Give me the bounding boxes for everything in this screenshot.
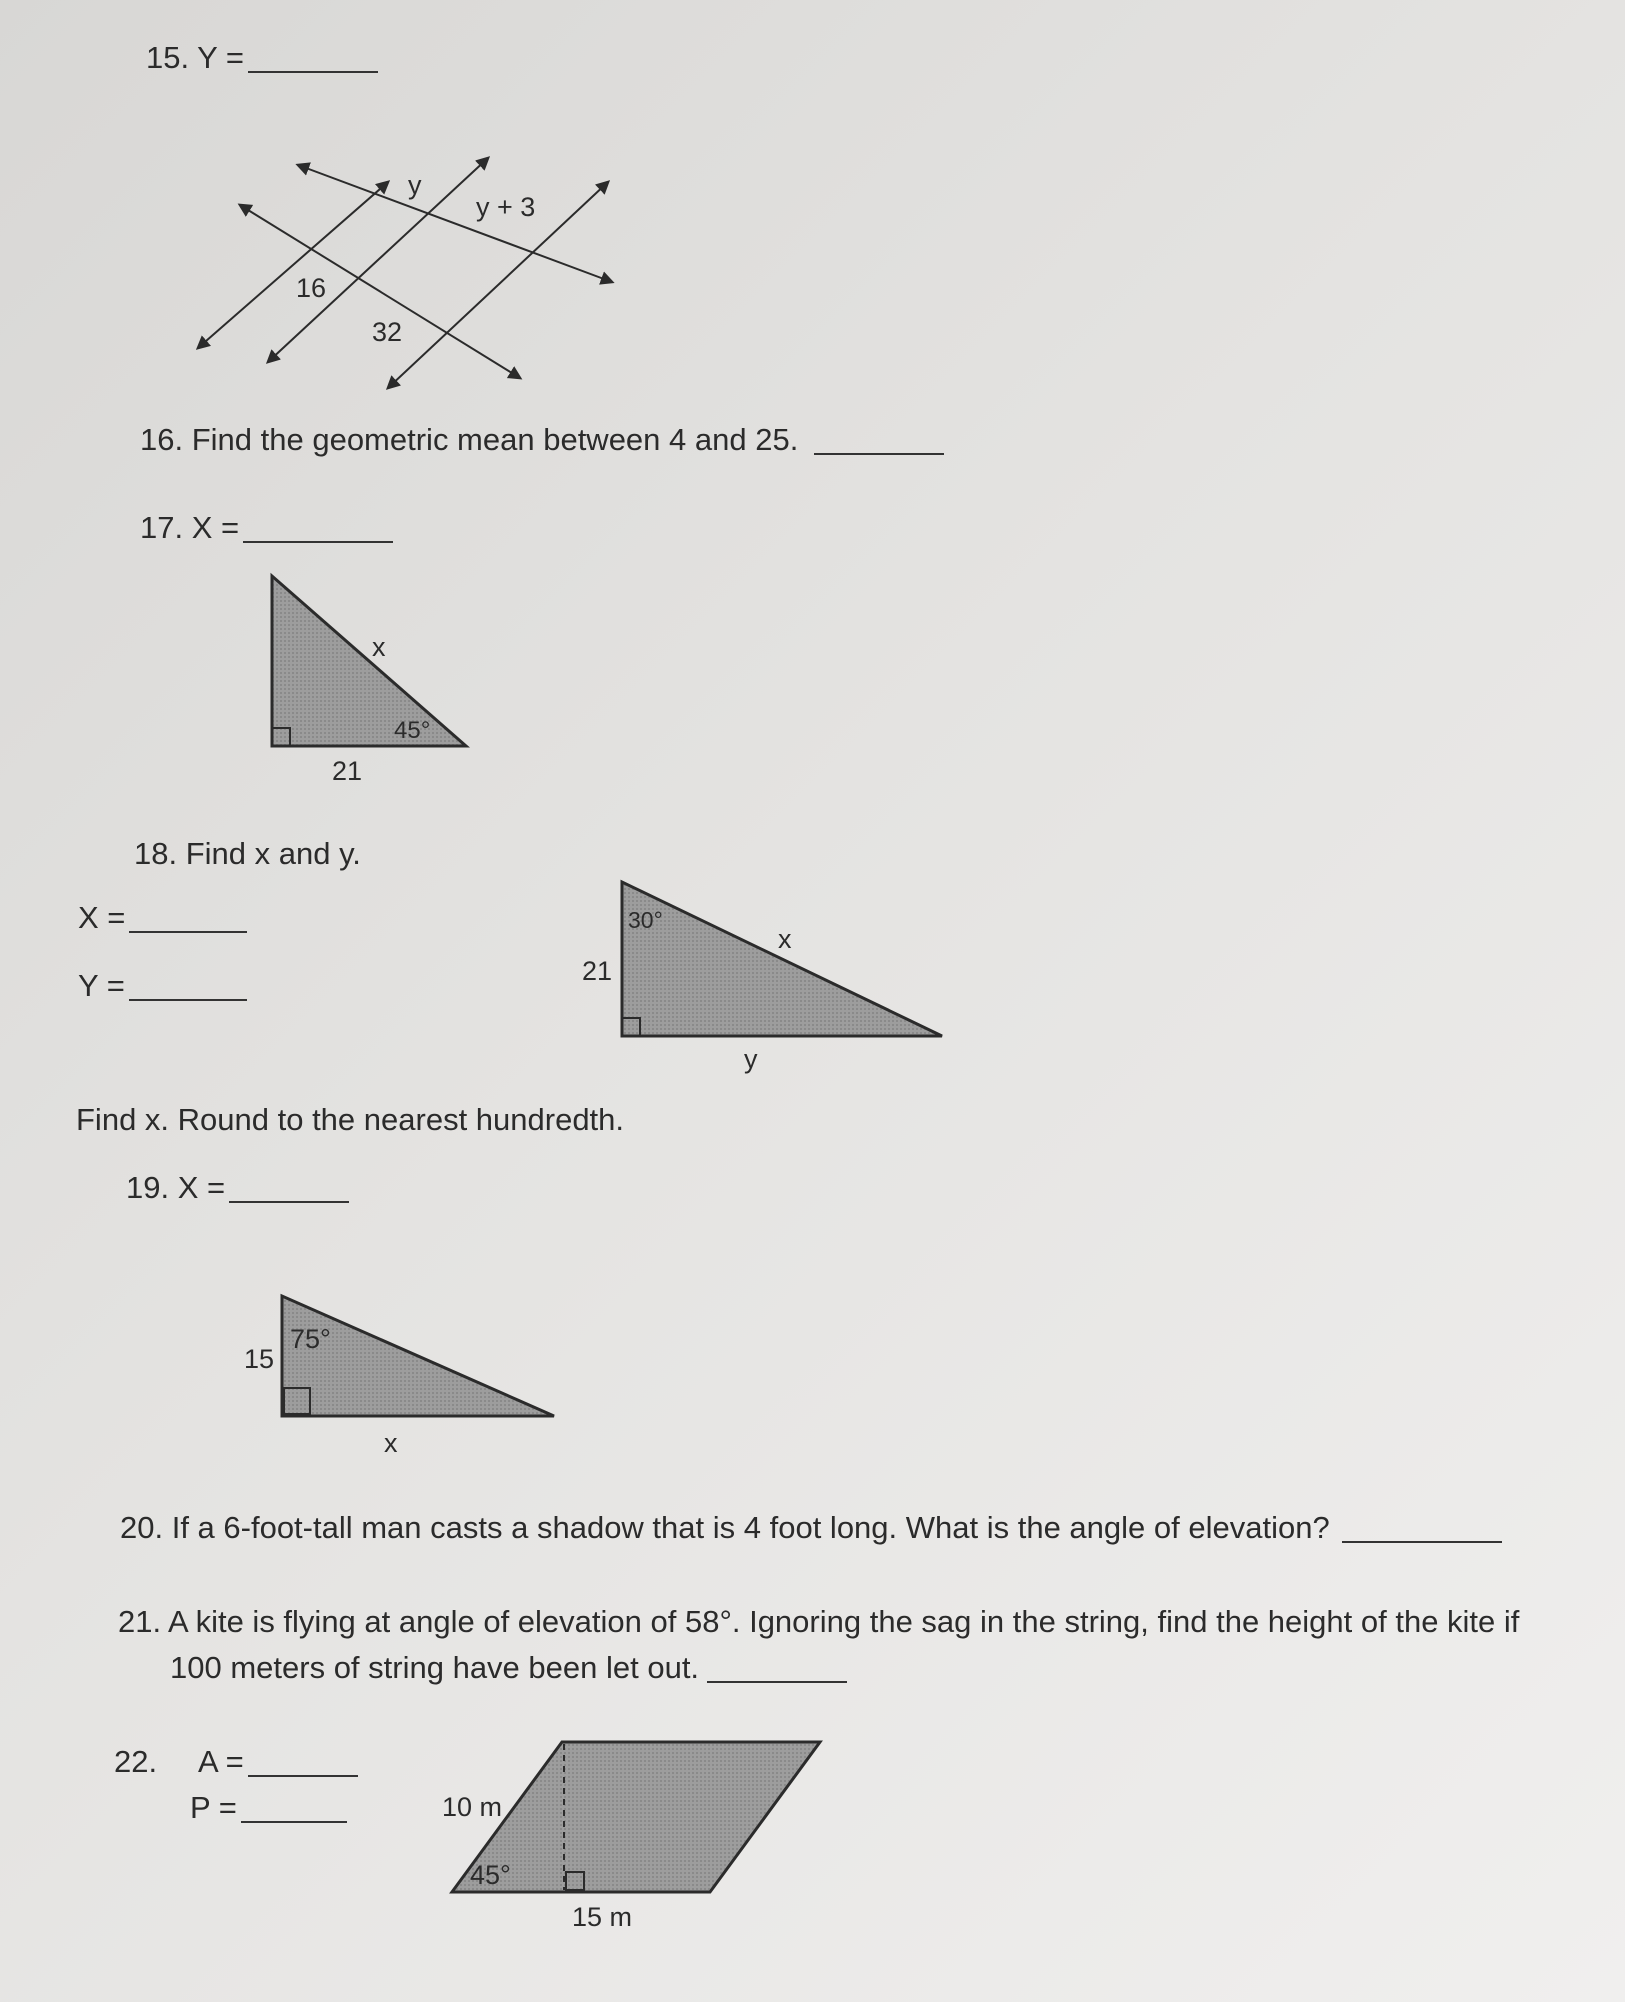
q19-label-side: 15 bbox=[244, 1344, 275, 1374]
q21-question-line2: 100 meters of string have been let out. bbox=[170, 1652, 847, 1683]
q22-label-angle: 45° bbox=[470, 1860, 511, 1890]
q15-label-32: 32 bbox=[372, 317, 403, 347]
q19-label-x: x bbox=[384, 1428, 398, 1458]
q22-label-base: 15 m bbox=[572, 1902, 633, 1932]
q18-x-label: X = bbox=[78, 902, 247, 933]
q17-label-base: 21 bbox=[332, 756, 363, 786]
q16-question: 16. Find the geometric mean between 4 and 25. bbox=[140, 424, 944, 455]
q21-question-line1: 21. A kite is flying at angle of elevation of 58°. Ignoring the sag in the string, find the height of the kite if bbox=[118, 1604, 1520, 1639]
q18-label-side: 21 bbox=[582, 956, 613, 986]
q22-perimeter-label: P = bbox=[190, 1792, 347, 1823]
q18-label-y: y bbox=[744, 1044, 758, 1074]
q15-label: 15. Y = bbox=[146, 42, 378, 73]
q22-label-side: 10 m bbox=[442, 1792, 503, 1822]
instruction-text: Find x. Round to the nearest hundredth. bbox=[76, 1102, 625, 1137]
q15-label-16: 16 bbox=[296, 273, 327, 303]
q18-label-x: x bbox=[778, 924, 792, 954]
q22-number: 22. bbox=[114, 1744, 158, 1779]
q17-label-angle: 45° bbox=[394, 717, 431, 744]
q15-label-y-plus-3: y + 3 bbox=[476, 192, 536, 222]
q18-label-angle: 30° bbox=[628, 907, 663, 933]
q19-label-angle: 75° bbox=[290, 1324, 331, 1354]
q22-area-label: A = bbox=[198, 1746, 358, 1777]
q17-label: 17. X = bbox=[140, 512, 393, 543]
q19-label: 19. X = bbox=[126, 1172, 349, 1203]
q18-question: 18. Find x and y. bbox=[134, 836, 361, 871]
q20-question: 20. If a 6-foot-tall man casts a shadow that is 4 foot long. What is the angle of elevation? bbox=[120, 1512, 1502, 1543]
q17-label-x: x bbox=[372, 632, 386, 662]
q15-label-y: y bbox=[408, 170, 422, 200]
q18-y-label: Y = bbox=[78, 970, 247, 1001]
